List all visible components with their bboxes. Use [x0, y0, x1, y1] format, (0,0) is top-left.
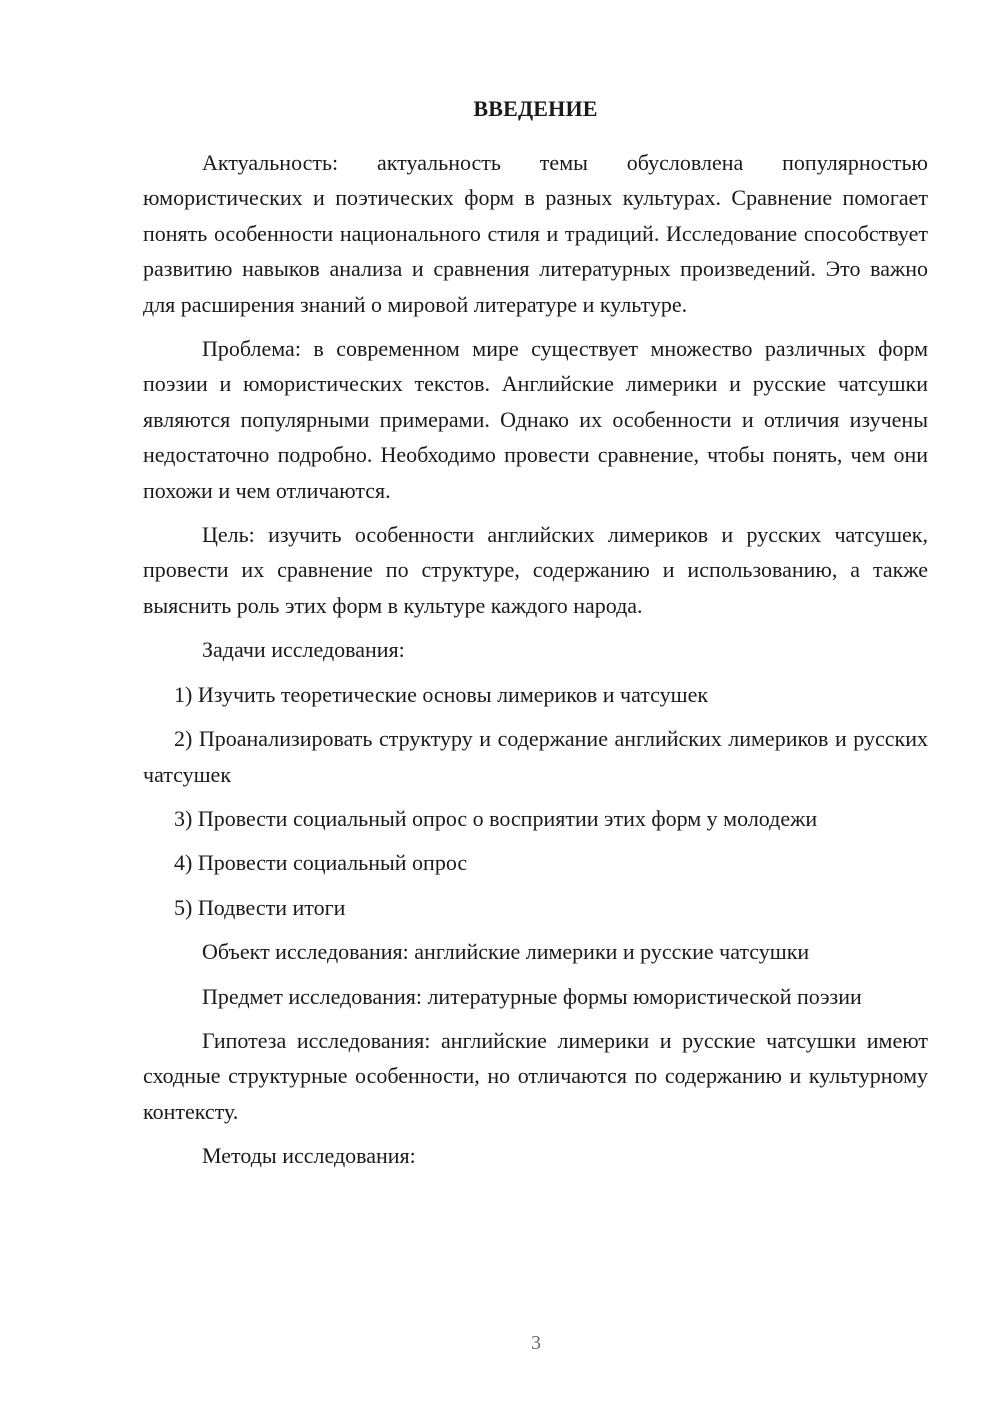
problem-paragraph: Проблема: в современном мире существует множество различных форм поэзии и юмористических текстов. Английские лимерики и русские чатсушки являются популярными примерами. Однако их особенности и отличия изучены недостаточно подробно. Необходимо провести сравнение, чтобы понять, чем они похожи и чем отличаются.	[143, 336, 928, 503]
task-item-5: 5) Подвести итоги	[174, 894, 346, 920]
tasks-heading: Задачи исследования:	[202, 637, 405, 663]
task-item-4: 4) Провести социальный опрос	[174, 850, 468, 876]
methods-heading: Методы исследования:	[202, 1143, 416, 1169]
task-item-2: 2) Проанализировать структуру и содержание английских лимериков и русских чатсушек	[143, 726, 928, 787]
task-item-3: 3) Провести социальный опрос о восприятии этих форм у молодежи	[174, 805, 818, 831]
page-title: ВВЕДЕНИЕ	[473, 96, 598, 121]
relevance-paragraph: Актуальность: актуальность темы обусловлена популярностью юмористических и поэтических форм в разных культурах. Сравнение помогает понять особенности национального стиля и традиций. Исследование способствует развитию навыков анализа и сравнения литературных произведений. Это важно для расширения знаний о мировой литературе и культуре.	[143, 150, 928, 317]
subject-paragraph: Предмет исследования: литературные формы юмористической поэзии	[202, 983, 862, 1009]
goal-paragraph: Цель: изучить особенности английских лимериков и русских чатсушек, провести их сравнение по структуре, содержанию и использованию, а также выяснить роль этих форм в культуре каждого народа.	[143, 522, 928, 618]
task-item-1: 1) Изучить теоретические основы лимериков и чатсушек	[174, 681, 709, 707]
object-paragraph: Объект исследования: английские лимерики и русские чатсушки	[202, 939, 810, 965]
page-number: 3	[531, 1332, 541, 1354]
document-page	[143, 92, 928, 1183]
hypothesis-paragraph: Гипотеза исследования: английские лимерики и русские чатсушки имеют сходные структурные особенности, но отличаются по содержанию и культурному контексту.	[143, 1027, 928, 1124]
